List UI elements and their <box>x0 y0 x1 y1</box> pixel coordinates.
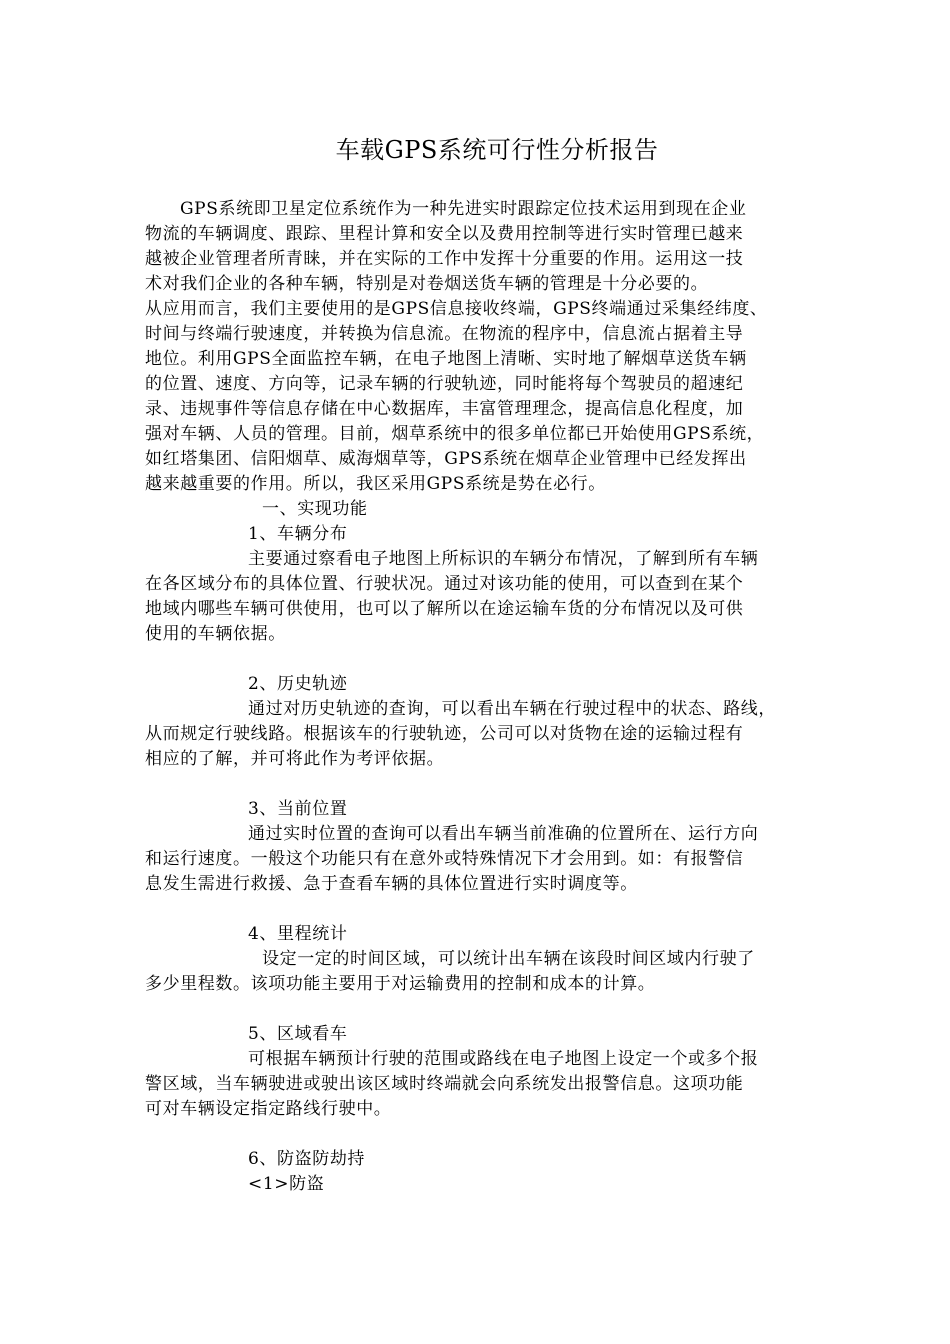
paragraph-line: 主要通过察看电子地图上所标识的车辆分布情况，了解到所有车辆 <box>248 549 759 569</box>
paragraph-line: 从而规定行驶线路。根据该车的行驶轨迹，公司可以对货物在途的运输过程有 <box>145 724 744 744</box>
paragraph-line: 多少里程数。该项功能主要用于对运输费用的控制和成本的计算。 <box>145 974 656 994</box>
paragraph-line: 强对车辆、人员的管理。目前，烟草系统中的很多单位都已开始使用GPS系统， <box>145 424 765 444</box>
paragraph-line: 录、违规事件等信息存储在中心数据库，丰富管理理念，提高信息化程度，加 <box>145 399 744 419</box>
list-item-label: <1>防盗 <box>248 1174 325 1194</box>
paragraph-line: 相应的了解，并可将此作为考评依据。 <box>145 749 445 769</box>
subsection-heading: 5、区域看车 <box>248 1024 348 1044</box>
paragraph-line: 设定一定的时间区域，可以统计出车辆在该段时间区域内行驶了 <box>262 949 755 969</box>
paragraph-line: 在各区域分布的具体位置、行驶状况。通过对该功能的使用，可以查到在某个 <box>145 574 744 594</box>
paragraph-line: 的位置、速度、方向等，记录车辆的行驶轨迹，同时能将每个驾驶员的超速纪 <box>145 374 744 394</box>
paragraph-line: 使用的车辆依据。 <box>145 624 286 644</box>
subsection-heading: 6、防盗防劫持 <box>248 1149 366 1169</box>
paragraph-line: 时间与终端行驶速度，并转换为信息流。在物流的程序中，信息流占据着主导 <box>145 324 744 344</box>
subsection-heading: 4、里程统计 <box>248 924 348 944</box>
subsection-heading: 1、车辆分布 <box>248 524 348 544</box>
subsection-heading: 3、当前位置 <box>248 799 348 819</box>
paragraph-line: 物流的车辆调度、跟踪、里程计算和安全以及费用控制等进行实时管理已越来 <box>145 224 744 244</box>
paragraph-line: 可对车辆设定指定路线行驶中。 <box>145 1099 392 1119</box>
paragraph-line: 可根据车辆预计行驶的范围或路线在电子地图上设定一个或多个报 <box>248 1049 759 1069</box>
paragraph-line: 如红塔集团、信阳烟草、威海烟草等，GPS系统在烟草企业管理中已经发挥出 <box>145 449 747 469</box>
paragraph-line: 通过实时位置的查询可以看出车辆当前准确的位置所在、运行方向 <box>248 824 759 844</box>
section-heading: 一、实现功能 <box>262 499 368 519</box>
paragraph-line: 越来越重要的作用。所以，我区采用GPS系统是势在必行。 <box>145 474 606 494</box>
paragraph-line: 警区域，当车辆驶进或驶出该区域时终端就会向系统发出报警信息。这项功能 <box>145 1074 744 1094</box>
paragraph-line: 术对我们企业的各种车辆，特别是对卷烟送货车辆的管理是十分必要的。 <box>145 274 709 294</box>
paragraph-line: 地位。利用GPS全面监控车辆，在电子地图上清晰、实时地了解烟草送货车辆 <box>145 349 747 369</box>
paragraph-line: 和运行速度。一般这个功能只有在意外或特殊情况下才会用到。如：有报警信 <box>145 849 744 869</box>
paragraph-line: GPS系统即卫星定位系统作为一种先进实时跟踪定位技术运用到现在企业 <box>180 199 747 219</box>
paragraph-line: 地域内哪些车辆可供使用，也可以了解所以在途运输车货的分布情况以及可供 <box>145 599 744 619</box>
paragraph-line: 从应用而言，我们主要使用的是GPS信息接收终端，GPS终端通过采集经纬度、 <box>145 299 768 319</box>
subsection-heading: 2、历史轨迹 <box>248 674 348 694</box>
paragraph-line: 息发生需进行救援、急于查看车辆的具体位置进行实时调度等。 <box>145 874 638 894</box>
document-title: 车载GPS系统可行性分析报告 <box>335 136 659 164</box>
paragraph-line: 越被企业管理者所青睐，并在实际的工作中发挥十分重要的作用。运用这一技 <box>145 249 744 269</box>
paragraph-line: 通过对历史轨迹的查询，可以看出车辆在行驶过程中的状态、路线， <box>248 699 776 719</box>
